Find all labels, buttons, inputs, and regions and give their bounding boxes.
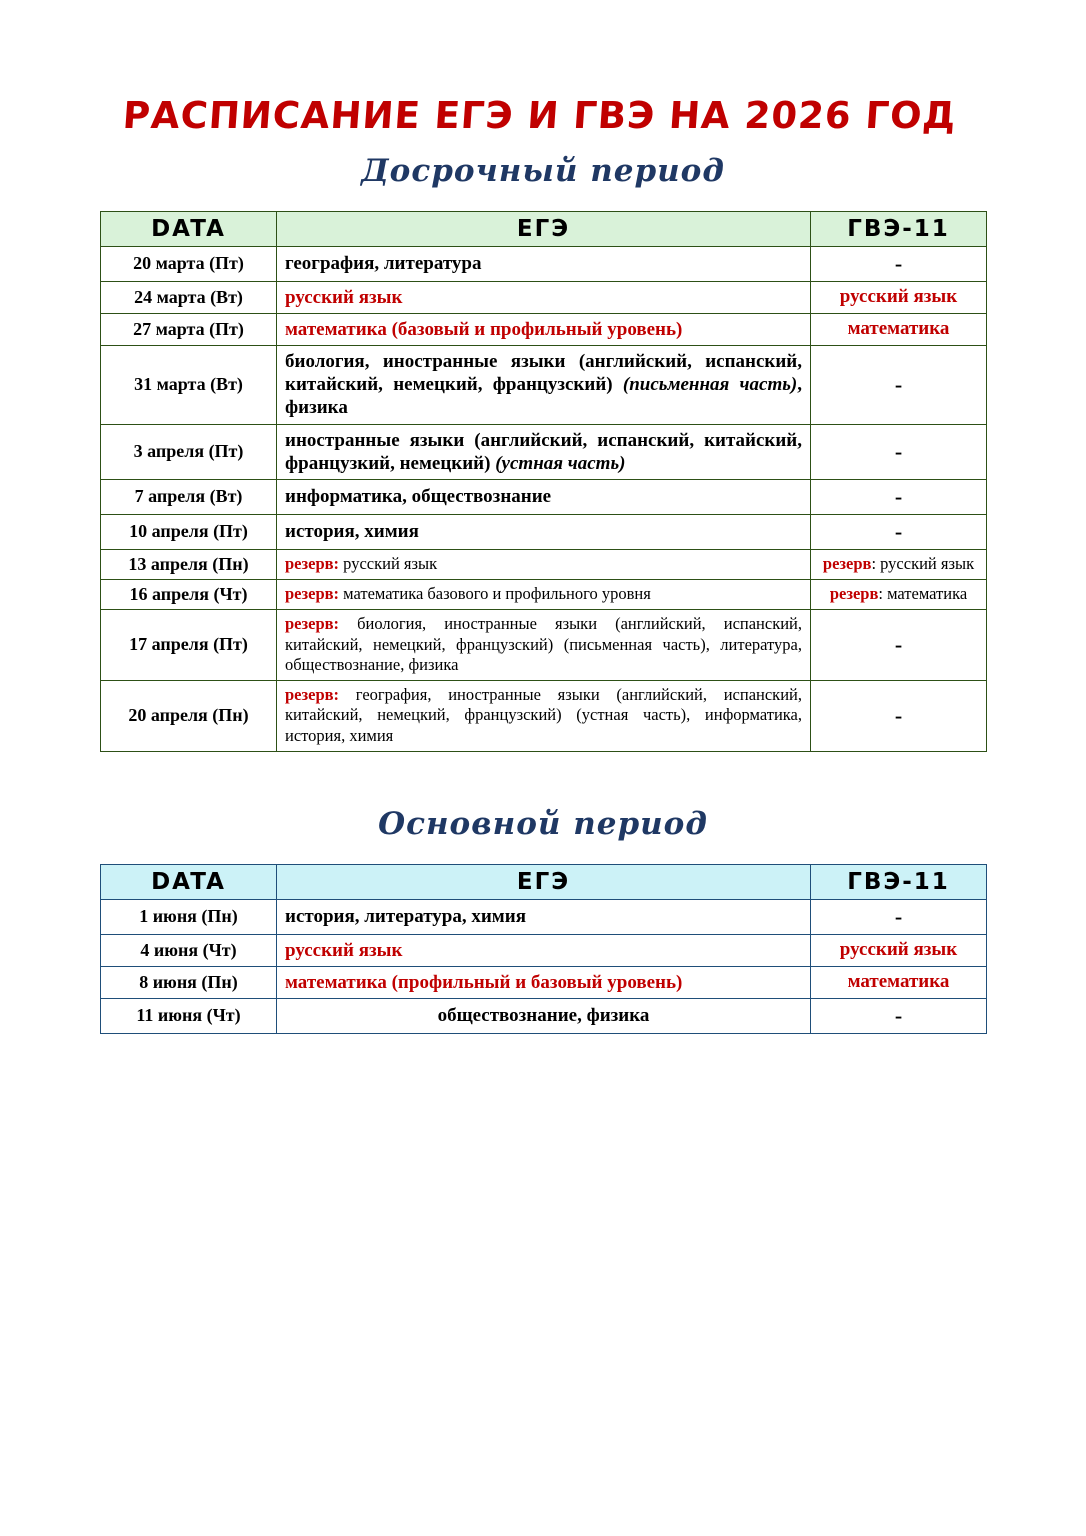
cell-text: география, иностранные языки (английский, испанский, китайский, немецкий, французский) (устная часть), информатика, история, химия <box>285 684 802 746</box>
table-row <box>101 424 987 479</box>
cell-text: - <box>894 518 903 544</box>
highlight-text: русский язык <box>285 286 403 308</box>
table-row <box>101 313 987 345</box>
cell-date: 7 апреля (Вт) <box>101 479 277 514</box>
cell-ege <box>277 899 811 934</box>
cell-text: , физика <box>285 374 802 419</box>
highlight-text: математика (профильный и базовый уровень) <box>285 971 683 993</box>
cell-text: история, литература, химия <box>285 906 526 928</box>
cell-text: - <box>894 483 903 509</box>
cell-date: 17 апреля (Пт) <box>101 609 277 680</box>
table-body-main <box>101 899 987 1033</box>
cell-text: биология, иностранные языки (английский, испанский, китайский, немецкий, французский) (письменная часть), литература, обществознание, физика <box>285 613 802 675</box>
cell-date: 1 июня (Пн) <box>101 899 277 934</box>
page-title: РАСПИСАНИЕ ЕГЭ И ГВЭ НА 2026 ГОД <box>121 94 959 137</box>
cell-text: : русский язык <box>871 554 975 574</box>
cell-gve <box>811 680 987 751</box>
table-row <box>101 966 987 998</box>
column-header-ege: ЕГЭ <box>277 864 811 899</box>
cell-ege <box>277 346 811 425</box>
table-header-row <box>101 211 987 246</box>
cell-gve <box>811 934 987 966</box>
highlight-text: математика (базовый и профильный уровень) <box>285 318 683 340</box>
cell-text: - <box>894 1002 903 1028</box>
reserve-label: резерв: <box>285 684 340 704</box>
cell-gve <box>811 479 987 514</box>
cell-text: - <box>894 438 903 464</box>
cell-gve <box>811 609 987 680</box>
table-row <box>101 609 987 680</box>
cell-ege <box>277 998 811 1033</box>
table-row <box>101 579 987 609</box>
cell-date: 13 апреля (Пн) <box>101 549 277 579</box>
reserve-label: резерв <box>829 584 879 604</box>
table-row <box>101 346 987 425</box>
cell-text: математика <box>847 971 950 993</box>
cell-gve <box>811 424 987 479</box>
column-header-ege: ЕГЭ <box>277 211 811 246</box>
cell-ege <box>277 281 811 313</box>
cell-date: 3 апреля (Пт) <box>101 424 277 479</box>
cell-date: 27 марта (Пт) <box>101 313 277 345</box>
highlight-text: русский язык <box>285 939 403 961</box>
cell-gve <box>811 346 987 425</box>
cell-ege <box>277 313 811 345</box>
section-title-early: Досрочный период <box>361 152 725 189</box>
table-row <box>101 246 987 281</box>
column-header-gve: ГВЭ-11 <box>811 864 987 899</box>
emphasis-text: (устная часть) <box>495 452 626 474</box>
cell-text: иностранные языки (английский, испанский, китайский, французкий, немецкий) <box>285 429 802 474</box>
column-header-gve: ГВЭ-11 <box>811 211 987 246</box>
cell-date: 20 апреля (Пн) <box>101 680 277 751</box>
cell-gve <box>811 246 987 281</box>
reserve-label: резерв <box>822 554 872 574</box>
cell-text: математика <box>847 318 950 340</box>
table-body-early <box>101 246 987 751</box>
cell-gve <box>811 313 987 345</box>
schedule-table-main <box>100 864 987 1034</box>
table-row <box>101 680 987 751</box>
cell-ege <box>277 680 811 751</box>
reserve-label: резерв: <box>285 584 340 604</box>
emphasis-text: (письменная часть) <box>622 374 798 396</box>
cell-ege <box>277 609 811 680</box>
cell-text: русский язык <box>839 286 958 308</box>
cell-gve <box>811 281 987 313</box>
schedule-table-early <box>100 211 987 752</box>
cell-date: 11 июня (Чт) <box>101 998 277 1033</box>
cell-text: - <box>894 702 903 728</box>
cell-gve <box>811 514 987 549</box>
cell-text: география, литература <box>285 253 482 275</box>
cell-gve <box>811 899 987 934</box>
cell-text: математика базового и профильного уровня <box>339 584 651 604</box>
cell-text: : математика <box>878 584 968 604</box>
cell-gve <box>811 579 987 609</box>
cell-text: биология, иностранные языки (английский, испанский, китайский, немецкий, французский) <box>285 351 802 396</box>
table-row <box>101 899 987 934</box>
table-row <box>101 998 987 1033</box>
cell-date: 31 марта (Вт) <box>101 346 277 425</box>
cell-text: история, химия <box>285 521 419 543</box>
column-header-date: DATA <box>101 211 277 246</box>
cell-ege <box>277 966 811 998</box>
cell-gve <box>811 966 987 998</box>
cell-ege <box>277 934 811 966</box>
cell-date: 16 апреля (Чт) <box>101 579 277 609</box>
cell-text: - <box>894 903 903 929</box>
cell-ege <box>277 514 811 549</box>
cell-gve <box>811 998 987 1033</box>
cell-date: 20 марта (Пт) <box>101 246 277 281</box>
table-row <box>101 934 987 966</box>
cell-ege <box>277 479 811 514</box>
cell-gve <box>811 549 987 579</box>
reserve-label: резерв: <box>285 554 340 574</box>
cell-ege <box>277 549 811 579</box>
cell-ege <box>277 424 811 479</box>
table-row <box>101 514 987 549</box>
cell-ege <box>277 246 811 281</box>
reserve-label: резерв: <box>285 613 340 633</box>
table-row <box>101 281 987 313</box>
cell-text: - <box>894 250 903 276</box>
cell-text: информатика, обществознание <box>285 486 552 508</box>
column-header-date: DATA <box>101 864 277 899</box>
table-row <box>101 479 987 514</box>
cell-date: 8 июня (Пн) <box>101 966 277 998</box>
cell-ege <box>277 579 811 609</box>
cell-text: - <box>894 371 903 397</box>
table-row <box>101 549 987 579</box>
cell-date: 10 апреля (Пт) <box>101 514 277 549</box>
cell-text: русский язык <box>839 939 958 961</box>
cell-text: обществознание, физика <box>437 1005 650 1027</box>
cell-date: 4 июня (Чт) <box>101 934 277 966</box>
cell-text: - <box>894 631 903 657</box>
table-header-row <box>101 864 987 899</box>
cell-text: русский язык <box>339 554 438 574</box>
cell-date: 24 марта (Вт) <box>101 281 277 313</box>
section-title-main: Основной период <box>378 805 708 842</box>
